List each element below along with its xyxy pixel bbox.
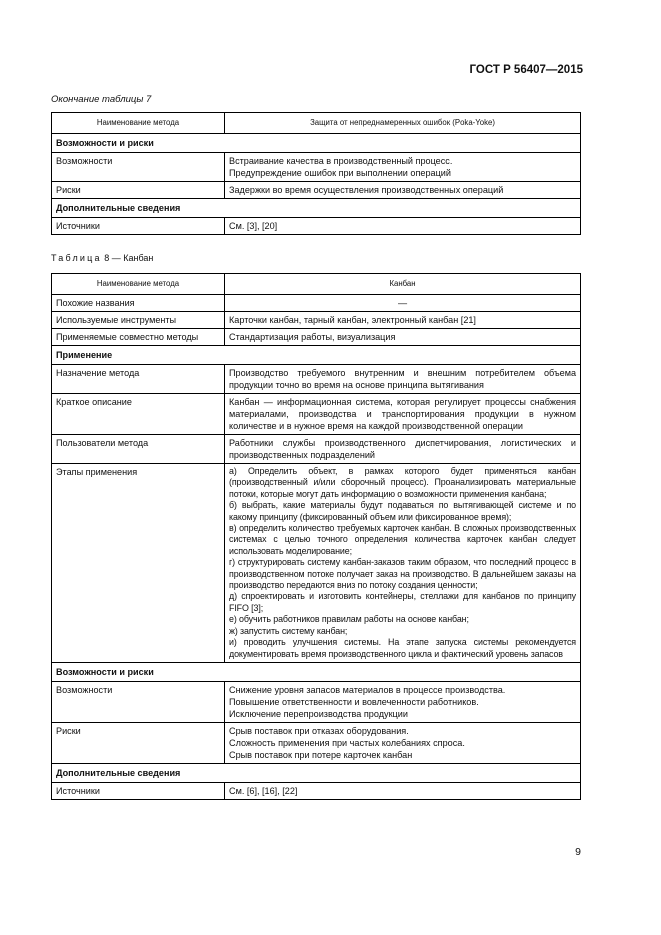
table-row xyxy=(52,365,581,394)
row-value xyxy=(225,722,581,763)
caption-word: Таблица xyxy=(51,253,102,263)
table-8 xyxy=(51,273,581,800)
section-heading: Дополнительные сведения xyxy=(52,199,581,218)
row-label: Назначение метода xyxy=(52,365,225,394)
row-label: Источники xyxy=(52,782,225,799)
section-row xyxy=(52,346,581,365)
table-row xyxy=(52,312,581,329)
row-label: Применяемые совместно методы xyxy=(52,329,225,346)
row-label: Похожие названия xyxy=(52,295,225,312)
column-header-method: Наименование метода xyxy=(52,113,225,134)
row-value: См. [6], [16], [22] xyxy=(225,782,581,799)
section-heading: Возможности и риски xyxy=(52,134,581,153)
column-header-value: Канбан xyxy=(225,274,581,295)
section-row xyxy=(52,763,581,782)
caption-title: — Канбан xyxy=(111,253,154,263)
table-row xyxy=(52,218,581,235)
standard-number: ГОСТ Р 56407—2015 xyxy=(469,64,583,76)
table-row xyxy=(52,782,581,799)
row-value: Производство требуемого внутренним и внешним потребителем объема продукции точно во время на основе принципа вытягивания xyxy=(225,365,581,394)
row-label: Источники xyxy=(52,218,225,235)
row-value: — xyxy=(225,295,581,312)
table-caption xyxy=(51,253,153,263)
row-label: Пользователи метода xyxy=(52,435,225,464)
row-value xyxy=(225,464,581,663)
row-label: Возможности xyxy=(52,153,225,182)
row-label: Краткое описание xyxy=(52,394,225,435)
row-label: Используемые инструменты xyxy=(52,312,225,329)
table-row xyxy=(52,329,581,346)
row-value: Работники службы производственного диспетчирования, логистических и производственных подразделений xyxy=(225,435,581,464)
row-value: Задержки во время осуществления производственных операций xyxy=(225,182,581,199)
cell-text: Срыв поставок при отказах оборудования. Сложность применения при частых колебаниях спроса. Срыв поставок при потере карточек канбан xyxy=(229,725,465,760)
row-value: Карточки канбан, тарный канбан, электронный канбан [21] xyxy=(225,312,581,329)
page-number: 9 xyxy=(575,846,581,858)
table-header-row xyxy=(52,274,581,295)
table-row xyxy=(52,153,581,182)
table-continuation-label: Окончание таблицы 7 xyxy=(51,94,152,105)
section-row xyxy=(52,199,581,218)
table-header-row xyxy=(52,113,581,134)
row-value xyxy=(225,153,581,182)
section-heading: Применение xyxy=(52,346,581,365)
table-row xyxy=(52,722,581,763)
section-row xyxy=(52,662,581,681)
table-row xyxy=(52,394,581,435)
table-row xyxy=(52,435,581,464)
cell-text: Встраивание качества в производственный процесс. Предупреждение ошибок при выполнении операций xyxy=(229,156,453,178)
column-header-method: Наименование метода xyxy=(52,274,225,295)
table-7 xyxy=(51,112,581,235)
table-row xyxy=(52,681,581,722)
row-value: См. [3], [20] xyxy=(225,218,581,235)
row-label: Риски xyxy=(52,182,225,199)
caption-number: 8 xyxy=(104,253,110,263)
cell-text: Снижение уровня запасов материалов в процессе производства. Повышение ответственности и вовлеченности работников. Исключение перепроизводства продукции xyxy=(229,684,506,719)
section-heading: Возможности и риски xyxy=(52,662,581,681)
row-label: Этапы применения xyxy=(52,464,225,663)
row-value: Стандартизация работы, визуализация xyxy=(225,329,581,346)
row-label: Риски xyxy=(52,722,225,763)
cell-text: а) Определить объект, в рамках которого будет применяться канбан (производственный и/или сборочный процесс). Проанализировать материальные потоки, которые могут дать информацию о возможности применения канбана; б) выбрать, какие материалы будут подаваться по вытягивающей системе и по какому принципу (фиксированный объем или фиксированное время); в) определить количество требуемых карточек канбан. В сложных производственных системах с целью точного определения количества карточек канбан следует использовать моделирование; г) структурировать систему канбан-заказов таким образом, что последний процесс в производственном потоке получает заказ на производство. В дальнейшем заказы на производство передаются вниз по потоку создания ценности; д) спроектировать и изготовить контейнеры, стеллажи для канбанов по принципу FIFO [3]; е) обучить работников правилам работы на основе канбан; ж) запустить систему канбан; и) проводить улучшения системы. На этапе запуска системы рекомендуется документировать время производственного цикла и фактический уровень запасов xyxy=(229,466,576,659)
table-row xyxy=(52,295,581,312)
table-row xyxy=(52,182,581,199)
row-value xyxy=(225,681,581,722)
column-header-value: Защита от непреднамеренных ошибок (Poka-Yoke) xyxy=(225,113,581,134)
row-value: Канбан — информационная система, которая регулирует процессы снабжения материалами, производства и транспортирования продукции в нужном количестве и в нужное время на каждой производственной операции xyxy=(225,394,581,435)
section-heading: Дополнительные сведения xyxy=(52,763,581,782)
table-row xyxy=(52,464,581,663)
row-label: Возможности xyxy=(52,681,225,722)
section-row xyxy=(52,134,581,153)
